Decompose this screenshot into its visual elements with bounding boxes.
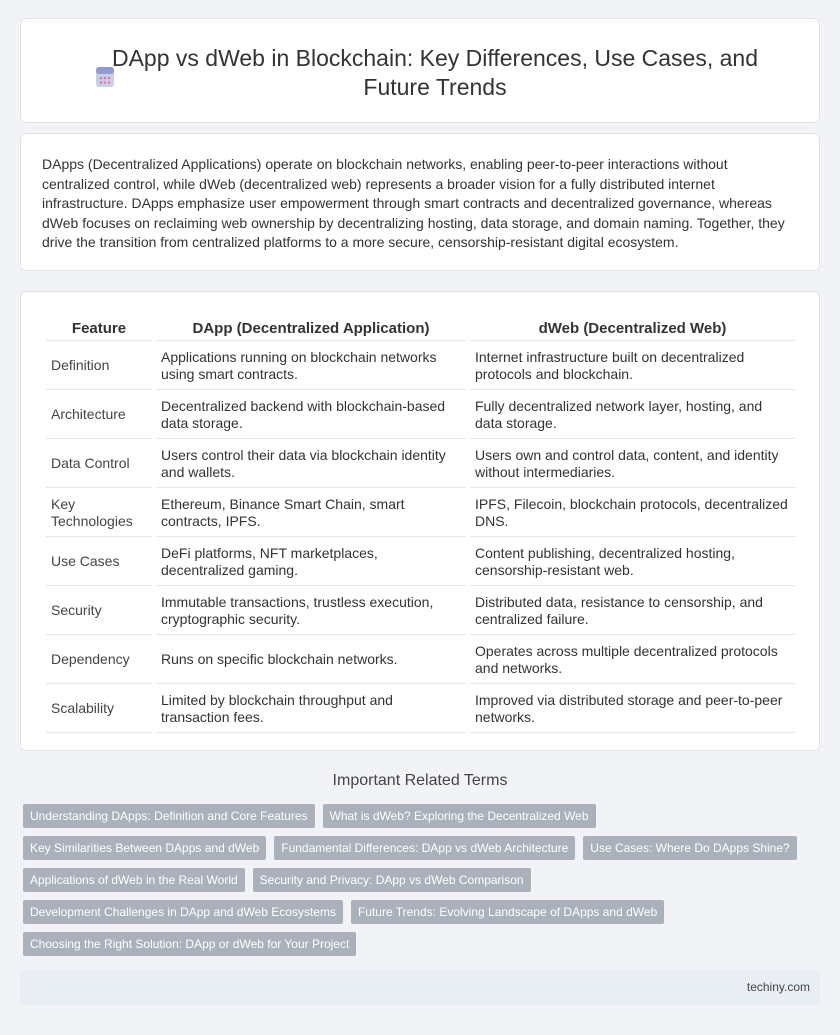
dweb-cell: Operates across multiple decentralized protocols and networks. xyxy=(470,637,795,684)
feature-cell: Architecture xyxy=(46,392,152,439)
tag-row xyxy=(23,804,813,828)
dweb-cell: Content publishing, decentralized hosting, censorship-resistant web. xyxy=(470,539,795,586)
dapp-cell: Decentralized backend with blockchain-based data storage. xyxy=(156,392,466,439)
table-row xyxy=(46,343,795,390)
feature-cell: Scalability xyxy=(46,686,152,733)
table-header-row xyxy=(46,316,795,341)
footer-site-link[interactable]: techiny.com xyxy=(746,980,810,994)
tag-row xyxy=(23,836,813,860)
related-term-link[interactable]: Understanding DApps: Definition and Core Features xyxy=(23,804,315,828)
dweb-cell: Distributed data, resistance to censorship, and centralized failure. xyxy=(470,588,795,635)
related-term-link[interactable]: Fundamental Differences: DApp vs dWeb Architecture xyxy=(274,836,575,860)
header-dweb: dWeb (Decentralized Web) xyxy=(470,316,795,341)
comparison-table-card xyxy=(20,291,820,751)
page-title: DApp vs dWeb in Blockchain: Key Differences, Use Cases, and Future Trends xyxy=(111,45,759,100)
feature-cell: Definition xyxy=(46,343,152,390)
dweb-cell: Improved via distributed storage and peer-to-peer networks. xyxy=(470,686,795,733)
feature-cell: Data Control xyxy=(46,441,152,488)
dapp-cell: Limited by blockchain throughput and transaction fees. xyxy=(156,686,466,733)
related-term-link[interactable]: Security and Privacy: DApp vs dWeb Comparison xyxy=(253,868,531,892)
related-terms-list xyxy=(23,804,813,964)
dapp-cell: Ethereum, Binance Smart Chain, smart contracts, IPFS. xyxy=(156,490,466,537)
header-feature: Feature xyxy=(46,316,152,341)
dweb-cell: Internet infrastructure built on decentralized protocols and blockchain. xyxy=(470,343,795,390)
dapp-cell: DeFi platforms, NFT marketplaces, decentralized gaming. xyxy=(156,539,466,586)
table-row xyxy=(46,588,795,635)
table-row xyxy=(46,539,795,586)
tag-row xyxy=(23,932,813,956)
table-row xyxy=(46,441,795,488)
related-term-link[interactable]: Use Cases: Where Do DApps Shine? xyxy=(583,836,796,860)
header-dapp: DApp (Decentralized Application) xyxy=(156,316,466,341)
tag-row xyxy=(23,900,813,924)
dapp-cell: Runs on specific blockchain networks. xyxy=(156,637,466,684)
table-row xyxy=(46,392,795,439)
feature-cell: Dependency xyxy=(46,637,152,684)
dapp-cell: Users control their data via blockchain identity and wallets. xyxy=(156,441,466,488)
related-term-link[interactable]: Choosing the Right Solution: DApp or dWeb for Your Project xyxy=(23,932,356,956)
title-card xyxy=(20,18,820,123)
feature-cell: Use Cases xyxy=(46,539,152,586)
intro-card xyxy=(20,133,820,271)
dapp-cell: Immutable transactions, trustless execution, cryptographic security. xyxy=(156,588,466,635)
related-terms-title: Important Related Terms xyxy=(332,772,508,789)
table-row xyxy=(46,637,795,684)
related-term-link[interactable]: Key Similarities Between DApps and dWeb xyxy=(23,836,266,860)
feature-cell: Security xyxy=(46,588,152,635)
dweb-cell: IPFS, Filecoin, blockchain protocols, decentralized DNS. xyxy=(470,490,795,537)
table-row xyxy=(46,686,795,733)
comparison-table xyxy=(42,314,799,735)
feature-cell: Key Technologies xyxy=(46,490,152,537)
dapp-cell: Applications running on blockchain networks using smart contracts. xyxy=(156,343,466,390)
related-term-link[interactable]: Development Challenges in DApp and dWeb Ecosystems xyxy=(23,900,343,924)
footer xyxy=(20,970,820,1005)
table-row xyxy=(46,490,795,537)
related-term-link[interactable]: Applications of dWeb in the Real World xyxy=(23,868,245,892)
dweb-cell: Users own and control data, content, and identity without intermediaries. xyxy=(470,441,795,488)
related-term-link[interactable]: Future Trends: Evolving Landscape of DApps and dWeb xyxy=(351,900,664,924)
related-term-link[interactable]: What is dWeb? Exploring the Decentralized Web xyxy=(323,804,596,828)
intro-paragraph: DApps (Decentralized Applications) operate on blockchain networks, enabling peer-to-peer interactions without centralized control, while dWeb (decentralized web) represents a broader vision for a fully distributed internet infrastructure. DApps emphasize user empowerment through smart contracts and decentralized governance, whereas dWeb focuses on reclaiming web ownership by decentralizing hosting, data storage, and domain naming. Together, they drive the transition from centralized platforms to a more secure, censorship-resistant digital ecosystem. xyxy=(42,156,785,251)
tag-row xyxy=(23,868,813,892)
dweb-cell: Fully decentralized network layer, hosting, and data storage. xyxy=(470,392,795,439)
